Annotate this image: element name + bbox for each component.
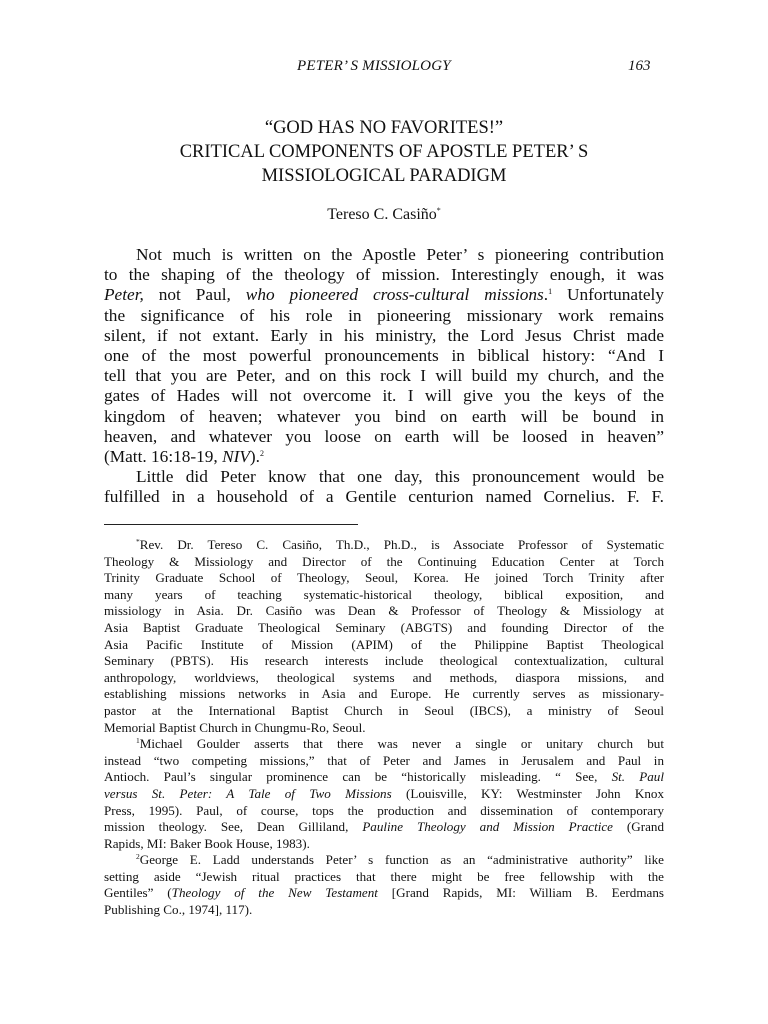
footnote-marker: 1 bbox=[136, 736, 140, 746]
footnote-line: Asia Baptist Graduate Theological Seminary (ABGTS) and founding Director of the bbox=[104, 619, 664, 635]
running-title: PETER’ S MISSIOLOGY bbox=[297, 58, 451, 74]
footnote-line: Press, 1995). Paul, of course, tops the production and dissemination of contemporary bbox=[104, 802, 664, 818]
author-name: Tereso C. Casiño bbox=[327, 206, 437, 223]
footnote-line: $^1$Michael Goulder asserts that there was never a single or unitary church but bbox=[136, 736, 664, 752]
footnote-line: Gentiles” (Theology of the New Testament [Grand Rapids, MI: William B. Eerdmans bbox=[104, 885, 664, 901]
body-line: the significance of his role in pioneering missionary work remains bbox=[104, 305, 664, 325]
body-line: tell that you are Peter, and on this rock I will build my church, and the bbox=[104, 366, 664, 386]
body-text bbox=[104, 245, 664, 507]
footnote-line: establishing missions networks in Asia and Europe. He currently serves as missionary- bbox=[104, 686, 664, 702]
body-line: Little did Peter know that one day, this pronouncement would be bbox=[136, 467, 664, 487]
citation-title: Theology of the New Testament bbox=[171, 885, 378, 901]
footnote-line: mission theology. See, Dean Gilliland, Pauline Theology and Mission Practice (Grand bbox=[104, 819, 665, 835]
footnote-line: Publishing Co., 1974], 117). bbox=[104, 902, 253, 918]
body-line: one of the most powerful pronouncements in biblical history: “And I bbox=[104, 345, 664, 365]
body-line: (Matt. 16:18-19, NIV).$^2$ bbox=[104, 446, 264, 466]
page-number: 163 bbox=[628, 58, 651, 74]
footnote-line: instead “two competing missions,” that of Peter and James in Jerusalem and Paul in bbox=[104, 752, 664, 768]
footnote-marker: * bbox=[136, 537, 140, 546]
footnote-line: Trinity Graduate School of Theology, Seoul, Korea. He joined Torch Trinity after bbox=[104, 570, 664, 586]
title-line-2: CRITICAL COMPONENTS OF APOSTLE PETER’ S bbox=[179, 142, 589, 162]
title-line-1: “GOD HAS NO FAVORITES!” bbox=[264, 118, 504, 138]
footnote-line: Rapids, MI: Baker Book House, 1983). bbox=[104, 835, 310, 851]
emphasis-text: Peter, bbox=[104, 285, 144, 305]
footnote-line: $^2$George E. Ladd understands Peter’ s function as an “administrative authority” like bbox=[136, 852, 664, 868]
footnote-line: Antioch. Paul’s singular prominence can be “historically misleading. “ See, St. Paul bbox=[104, 769, 664, 785]
citation-title: Pauline Theology and Mission Practice bbox=[362, 819, 613, 835]
footnote-line: setting aside “Jewish ritual practices that there might be free fellowship with the bbox=[104, 868, 664, 884]
body-line: heaven, and whatever you loose on earth will be loosed in heaven” bbox=[104, 426, 664, 446]
body-line: Peter, not Paul, who pioneered cross-cultural missions.$^1$ Unfortunately bbox=[104, 285, 664, 305]
body-line: to the shaping of the theology of mission. Interestingly enough, it was bbox=[104, 265, 664, 285]
footnote-line: many years of teaching systematic-historical theology, biblical exposition, and bbox=[104, 586, 664, 602]
citation-title: St. Paul bbox=[611, 769, 664, 785]
author-line bbox=[104, 206, 664, 224]
body-line: Not much is written on the Apostle Peter’ s pioneering contribution bbox=[136, 245, 664, 264]
footnote-line: missiology in Asia. Dr. Casiño was Dean & Professor of Theology & Missiology at bbox=[104, 603, 664, 619]
footnote-line: Theology & Missiology and Director of the Continuing Education Center at Torch bbox=[104, 553, 664, 569]
title-line-3: MISSIOLOGICAL PARADIGM bbox=[261, 166, 507, 186]
footnote-line: *Rev. Dr. Tereso C. Casiño, Th.D., Ph.D., is Associate Professor of Systematic bbox=[136, 537, 664, 552]
citation-title: versus St. Peter: A Tale of Two Missions bbox=[104, 785, 392, 801]
emphasis-text: NIV bbox=[222, 446, 250, 466]
footnote-line: versus St. Peter: A Tale of Two Missions (Louisville, KY: Westminster John Knox bbox=[104, 785, 665, 801]
footnote-line: pastor at the International Baptist Church in Seoul (IBCS), a ministry of Seoul bbox=[104, 702, 664, 718]
article-title bbox=[104, 116, 664, 188]
footnote-ref[interactable]: 1 bbox=[548, 287, 553, 297]
footnote-ref[interactable]: 2 bbox=[260, 448, 264, 458]
body-line: gates of Hades will not overcome it. I will give you the keys of the bbox=[104, 386, 664, 406]
footnote-line: Asia Pacific Institute of Mission (APIM) of the Philippine Baptist Theological bbox=[104, 636, 664, 652]
footnote-line: anthropology, worldviews, theological systems and methods, diaspora missions, and bbox=[104, 669, 664, 685]
body-line: fulfilled in a household of a Gentile centurion named Cornelius. F. F. bbox=[104, 487, 664, 507]
body-line: silent, if not extant. Early in his ministry, the Lord Jesus Christ made bbox=[104, 325, 664, 345]
footnotes bbox=[104, 537, 664, 919]
author-footnote-marker: * bbox=[436, 206, 441, 215]
footnote-line: Seminary (PBTS). His research interests include theological contextualization, cultural bbox=[104, 653, 664, 669]
footnote-separator bbox=[104, 524, 358, 525]
emphasis-text: , who pioneered cross-cultural missions bbox=[226, 285, 544, 305]
footnote-marker: 2 bbox=[136, 852, 140, 862]
footnote-line: Memorial Baptist Church in Chungmu-Ro, Seoul. bbox=[104, 719, 366, 735]
body-line: kingdom of heaven; whatever you bind on earth will be bound in bbox=[104, 406, 664, 426]
